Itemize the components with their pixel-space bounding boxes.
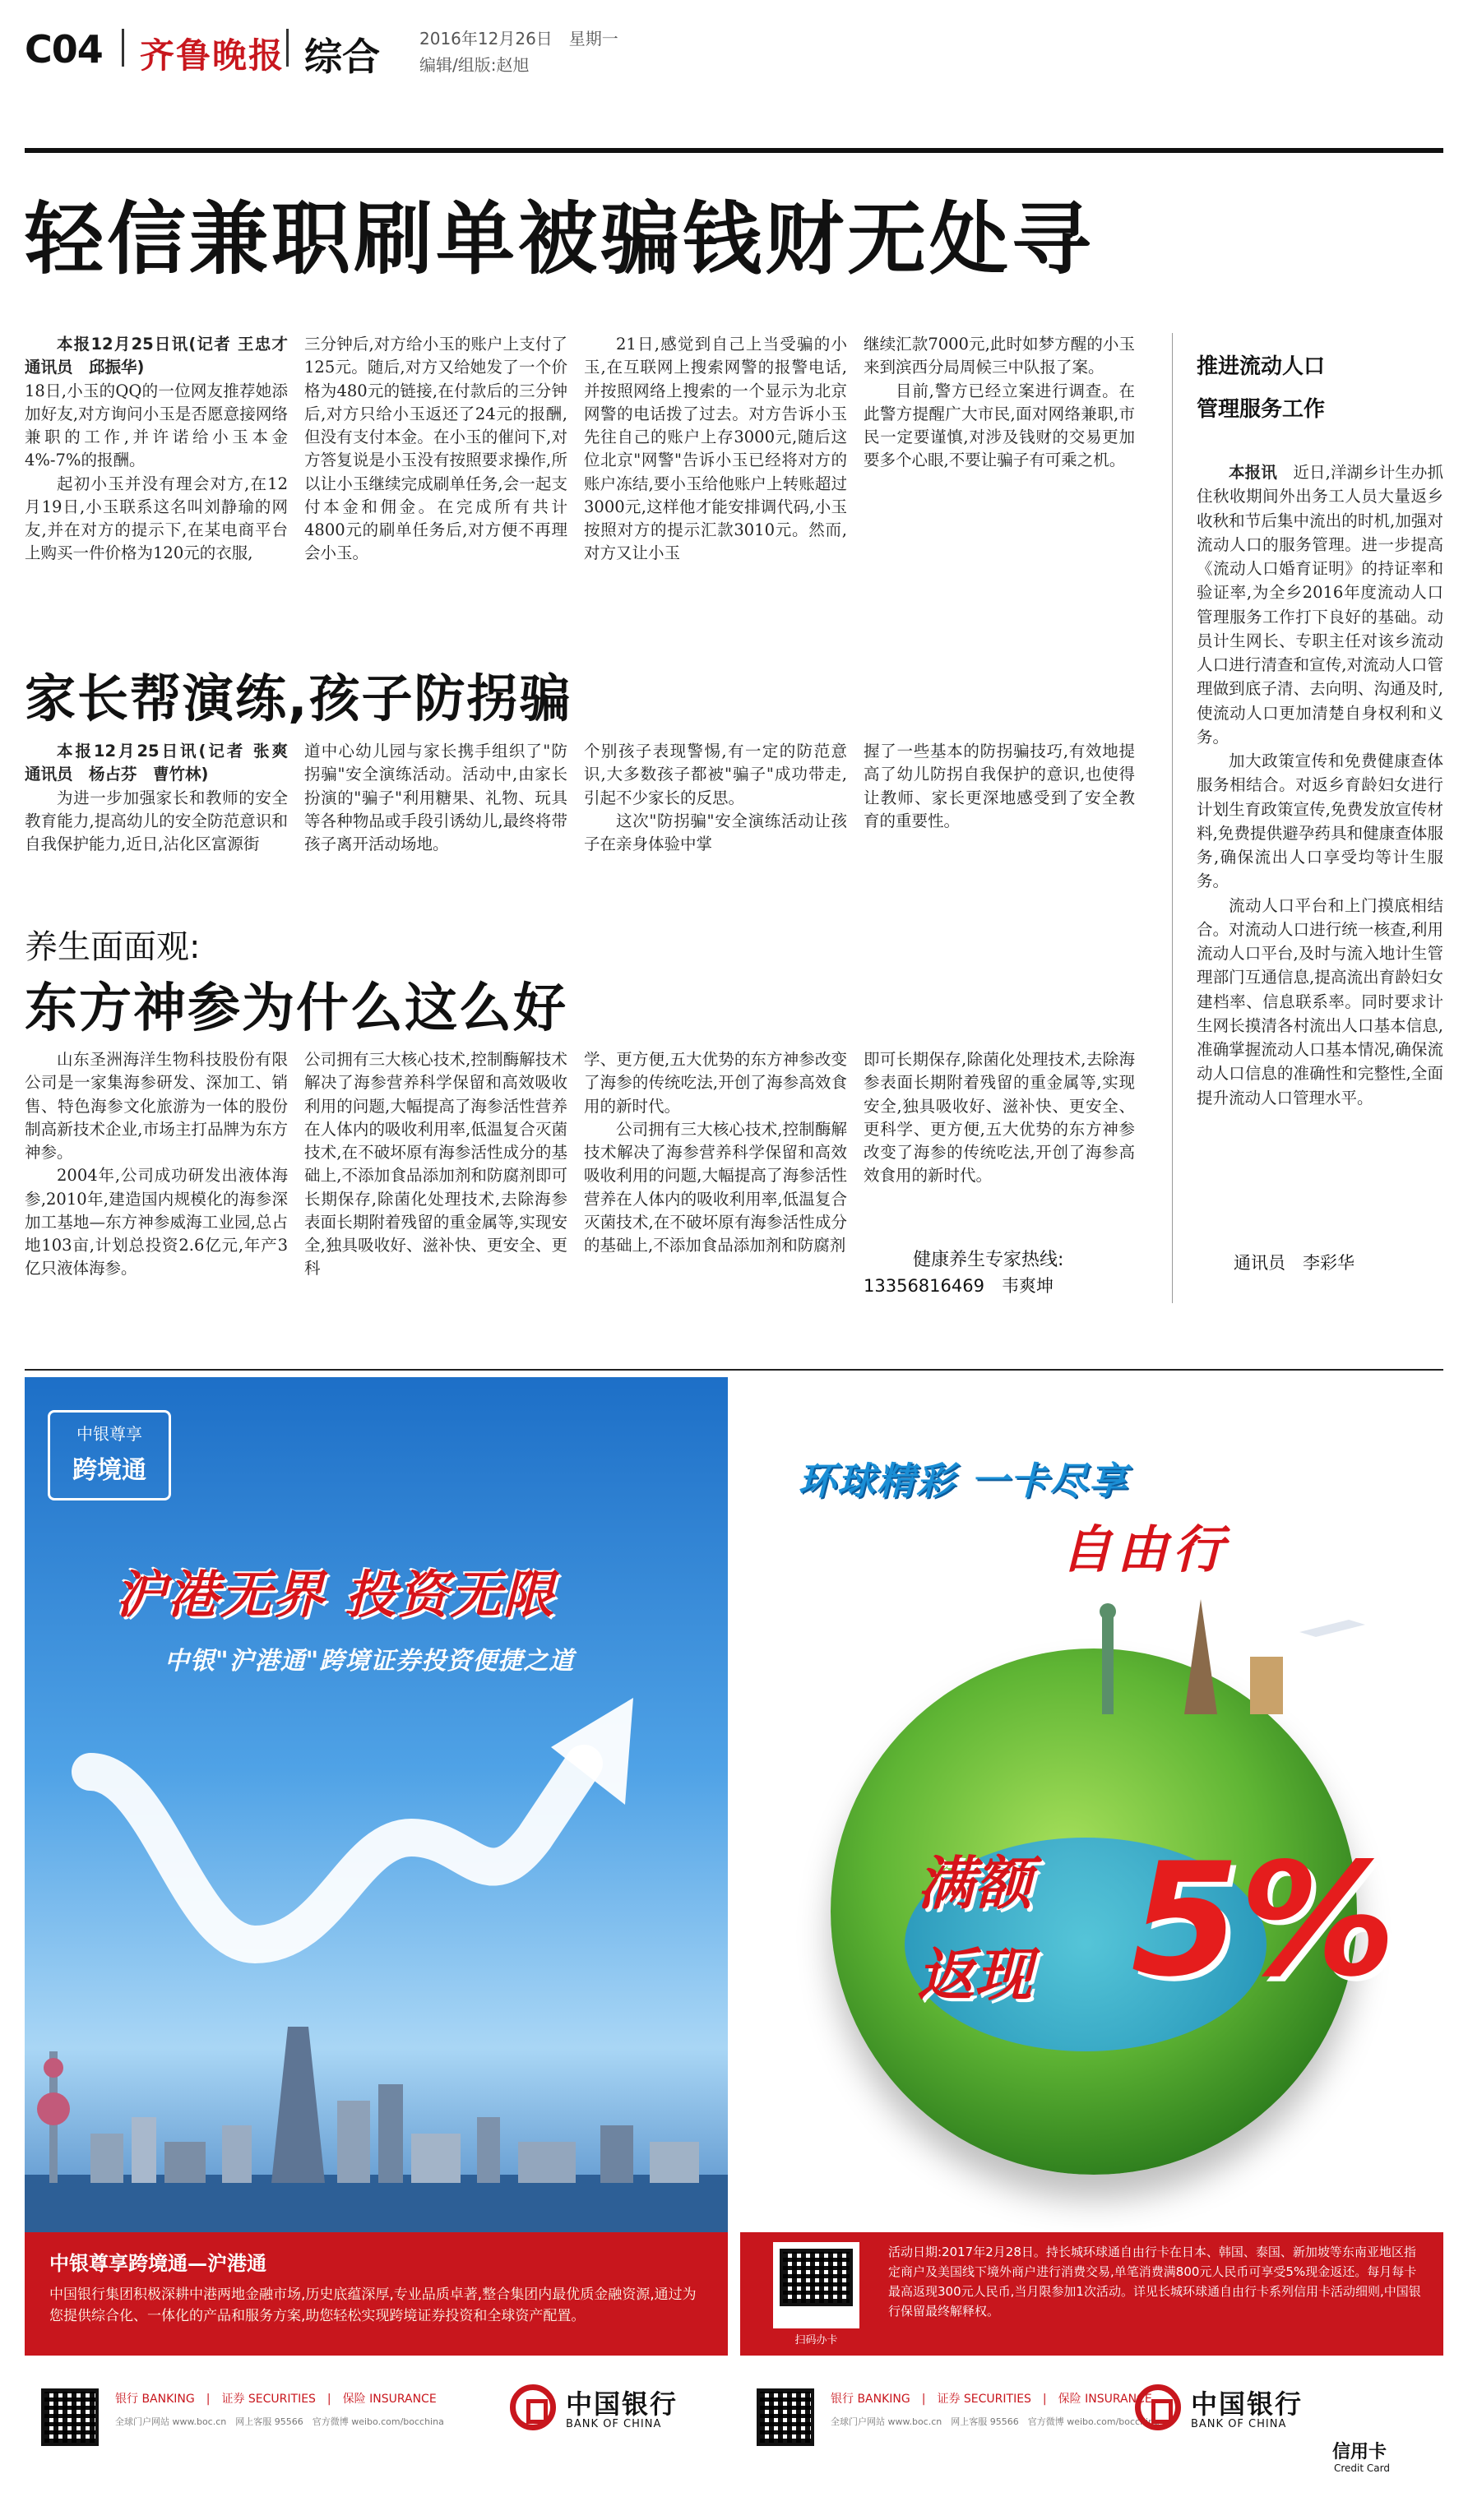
masthead xyxy=(25,21,1443,78)
article3-paragraph: 学、更方便,五大优势的东方神参改变了海参的传统吃法,开创了海参高效食用的新时代。 xyxy=(584,1050,847,1116)
article3-paragraph: 山东圣洲海洋生物科技股份有限公司是一家集海参研发、深加工、销售、特色海参文化旅游为一体的股份制高新技术企业,市场主打品牌为东方神参。 xyxy=(25,1050,288,1163)
sidebar-body xyxy=(1197,460,1443,1287)
article1-column-2 xyxy=(304,333,567,637)
article1-paragraph: 三分钟后,对方给小玉的账户上支付了125元。随后,对方又给她发了一个价格为480元的链接,在付款后的三分钟后,对方只给小玉返还了24元的报酬,但没有支付本金。在小玉的催问下,对方答复说是小玉没有按照要求操作,所以让小玉继续完成刷单任务,会一起支付本金和佣金。在完成所有共计4800元的刷单任务后,对方便不再理会小玉。 xyxy=(304,335,567,563)
ad-footer-links: 银行 BANKING | 证券 SECURITIES | 保险 INSURANCE xyxy=(831,2393,1152,2406)
bank-of-china-emblem-icon xyxy=(510,2384,556,2430)
offer-line2: 返现 xyxy=(917,1941,1032,2009)
article3-paragraph: 公司拥有三大核心技术,控制酶解技术解决了海参营养科学保留和高效吸收利用的问题,大幅提高了海参活性营养在人体内的吸收利用率,低温复合灭菌技术,在不破坏原有海参活性成分的基础上,不添加食品添加剂和防腐剂 xyxy=(584,1119,847,1255)
sidebar-title-line2: 管理服务工作 xyxy=(1197,397,1326,422)
article1-paragraph: 21日,感觉到自己上当受骗的小玉,在互联网上搜索网警的报警电话,并按照网络上搜索的一个显示为北京网警的电话拨了过去。对方告诉小玉先往自己的账户上存3000元,随后这位北京"网警"告诉小玉已经将对方的账户冻结,要小玉给他账户上转账超过3000元,这样他才能安排调代码,小玉按照对方的提示汇款3010元。然而,对方又让小玉 xyxy=(584,335,847,563)
ad-credit-card-cashback[interactable] xyxy=(740,1377,1443,2495)
article2-paragraph: 为进一步加强家长和教师的安全教育能力,提高幼儿的安全防范意识和自我保护能力,近日,沾化区富源街 xyxy=(25,788,288,854)
article1-paragraph: 目前,警方已经立案进行调查。在此警方提醒广大市民,面对网络兼职,市民一定要谨慎,对涉及钱财的交易更加要多个心眼,不要让骗子有可乘之机。 xyxy=(864,381,1135,470)
ads-divider xyxy=(25,1369,1443,1371)
article2-headline: 家长帮演练,孩子防拐骗 xyxy=(25,668,572,728)
article3-paragraph: 即可长期保存,除菌化处理技术,去除海参表面长期附着残留的重金属等,实现安全,独具吸收好、滋补快、更安全、更科学、更方便,五大优势的东方神参改变了海参的传统吃法,开创了海参高效食用的新时代。 xyxy=(864,1050,1135,1186)
article3-headline: 东方神参为什么这么好 xyxy=(25,978,567,1039)
article2-column-3 xyxy=(584,740,847,900)
masthead-rule xyxy=(25,148,1443,153)
bank-name-en: BANK OF CHINA xyxy=(1191,2418,1287,2430)
ad-band-text: 中国银行集团积极深耕中港两地金融市场,历史底蕴深厚,专业品质卓著,整合集团内最优质金融资源,通过为您提供综合化、一体化的产品和服务方案,助您轻松实现跨境证券投资和全球资产配置。 xyxy=(49,2286,697,2325)
issue-date: 2016年12月26日 星期一 xyxy=(419,29,618,49)
landmarks-graphic xyxy=(1053,1583,1398,1747)
qr-caption: 扫码办卡 xyxy=(794,2334,838,2347)
sidebar-lead: 本报讯 xyxy=(1229,463,1277,482)
page-number: C04 xyxy=(25,27,103,72)
ad-footer-links: 银行 BANKING | 证券 SECURITIES | 保险 INSURANCE xyxy=(115,2393,437,2406)
credit-card-label-en: Credit Card xyxy=(1334,2462,1390,2474)
bank-name-cn: 中国银行 xyxy=(1191,2388,1304,2420)
signup-qr-code[interactable] xyxy=(773,2242,859,2328)
sidebar-signature: 通讯员 李彩华 xyxy=(1234,1253,1355,1273)
article2-column-4 xyxy=(864,740,1135,900)
qr-code-icon xyxy=(780,2249,853,2306)
article2-column-1 xyxy=(25,740,304,900)
ad-band-title: 中银尊享跨境通—沪港通 xyxy=(49,2252,266,2275)
cashback-offer xyxy=(917,1829,1396,2012)
bank-of-china-emblem-icon xyxy=(1135,2384,1181,2430)
article3-column-4 xyxy=(864,1048,1135,1233)
qr-code-icon[interactable] xyxy=(41,2388,99,2446)
article1-byline: 本报12月25日讯(记者 王忠才 通讯员 邱振华) xyxy=(25,335,304,377)
offer-percentage: 5% xyxy=(1131,1829,1396,2011)
article1-paragraph: 起初小玉并没有理会对方,在12月19日,小玉联系这名叫刘静瑜的网友,并在对方的提示下,在某电商平台上购买一件价格为120元的衣服, xyxy=(25,474,288,563)
ad-badge-line1: 中银尊享 xyxy=(76,1424,142,1444)
sidebar-paragraph: 加大政策宣传和免费健康查体服务相结合。对返乡育龄妇女进行计划生育政策宣传,免费发放宣传材料,免费提供避孕药具和健康查体服务,确保流出人口享受均等计生服务。 xyxy=(1197,751,1443,891)
ad-footer xyxy=(740,2356,1443,2495)
article2-paragraph: 道中心幼儿园与家长携手组织了"防拐骗"安全演练活动。活动中,由家长扮演的"骗子"利用糖果、礼物、玩具等各种物品或手段引诱幼儿,最终将带孩子离开活动场地。 xyxy=(304,742,567,854)
sidebar-divider xyxy=(1172,333,1173,1303)
article2-paragraph: 个别孩子表现警惕,有一定的防范意识,大多数孩子都被"骗子"成功带走,引起不少家长的反思。 xyxy=(584,742,847,807)
section-title: 综合 xyxy=(304,35,380,79)
ad-badge-line2: 跨境通 xyxy=(72,1456,146,1485)
ad-footer-url: 全球门户网站 www.boc.cn 网上客服 95566 官方微博 weibo.com/bocchina xyxy=(831,2416,1160,2427)
editor-credit: 编辑/组版:赵旭 xyxy=(419,55,530,75)
hotline-number: 13356816469 韦爽坤 xyxy=(864,1276,1054,1296)
ad-shanghai-hongkong-connect[interactable] xyxy=(25,1377,728,2495)
article3-paragraph: 2004年,公司成功研发出液体海参,2010年,建造国内规模化的海参深加工基地—东方神参威海工业园,总占地103亩,计划总投资2.6亿元,年产3亿只液体海参。 xyxy=(25,1166,288,1278)
article1-column-3 xyxy=(584,333,847,637)
article2-paragraph: 握了一些基本的防拐骗技巧,有效地提高了幼儿防拐自我保护的意识,也使得让教师、家长更深地感受到了安全教育的重要性。 xyxy=(864,742,1135,830)
ad-footer-url: 全球门户网站 www.boc.cn 网上客服 95566 官方微博 weibo.com/bocchina xyxy=(115,2416,444,2427)
article2-paragraph: 这次"防拐骗"安全演练活动让孩子在亲身体验中掌 xyxy=(584,811,847,854)
masthead-divider xyxy=(286,29,289,67)
article3-column-2 xyxy=(304,1048,567,1340)
article1-column-1 xyxy=(25,333,304,637)
article2-column-2 xyxy=(304,740,567,900)
bank-name-en: BANK OF CHINA xyxy=(566,2418,662,2430)
sidebar-paragraph: 流动人口平台和上门摸底相结合。对流动人口进行统一核查,利用流动人口平台,及时与流入地计生管理部门互通信息,提高流出育龄妇女建档率、信息联系率。同时要求计生网长摸清各村流出人口基本信息,准确掌握流动人口基本情况,确保流动人口信息的准确性和完整性,全面提升流动人口管理水平。 xyxy=(1197,895,1443,1107)
city-skyline-graphic xyxy=(25,2018,728,2265)
article1-paragraph: 继续汇款7000元,此时如梦方醒的小玉来到滨西分局周候三中队报了案。 xyxy=(864,335,1135,377)
bank-of-china-logo xyxy=(510,2380,691,2438)
ad-card-brand: 自由行 xyxy=(1061,1519,1230,1579)
newspaper-logo: 齐鲁晚报 xyxy=(140,35,285,76)
bank-of-china-logo xyxy=(1135,2380,1316,2438)
ad-brand-badge xyxy=(48,1410,171,1500)
credit-card-label: 信用卡 xyxy=(1332,2442,1387,2462)
article3-kicker: 养生面面观: xyxy=(25,928,201,966)
article1-column-4 xyxy=(864,333,1135,637)
sidebar-paragraph: 近日,洋湖乡计生办抓住秋收期间外出务工人员大量返乡收秋和节后集中流出的时机,加强对流动人口的服务管理。进一步提高《流动人口婚育证明》的持证率和验证率,为全乡2016年度流动人口管理服务工作打下良好的基础。动员计生网长、专职主任对该乡流动人口进行清查和宣传,对流动人口管理做到底子清、去向明、沟通及时,使流动人口更加清楚自身权利和义务。 xyxy=(1197,463,1443,747)
article3-column-3 xyxy=(584,1048,847,1340)
ad-tagline: 环球精彩 一卡尽享 xyxy=(798,1459,1129,1503)
article1-headline: 轻信兼职刷单被骗钱财无处寻 xyxy=(25,193,1094,285)
masthead-divider xyxy=(122,29,124,67)
ad-subtitle: 中银"沪港通"跨境证券投资便捷之道 xyxy=(164,1647,575,1676)
hotline-title: 健康养生专家热线: xyxy=(913,1250,1064,1270)
article3-paragraph: 公司拥有三大核心技术,控制酶解技术解决了海参营养科学保留和高效吸收利用的问题,大幅提高了海参活性营养在人体内的吸收利用率,低温复合灭菌技术,在不破坏原有海参活性成分的基础上,不添加食品添加剂和防腐剂即可长期保存,除菌化处理技术,去除海参表面长期附着残留的重金属等,实现安全,独具吸收好、滋补快、更安全、更科 xyxy=(304,1050,567,1278)
ad-info-band xyxy=(25,2232,728,2356)
ad-slogan: 沪港无界 投资无限 xyxy=(115,1565,556,1625)
article3-column-1 xyxy=(25,1048,288,1340)
article2-byline: 本报12月25日讯(记者 张爽 通讯员 杨占芬 曹竹林) xyxy=(25,742,304,784)
ad-footer xyxy=(25,2356,728,2495)
qr-code-icon[interactable] xyxy=(757,2388,814,2446)
ad-terms-band: 活动日期:2017年2月28日。持长城环球通自由行卡在日本、韩国、泰国、新加坡等东南亚地区指定商户及美国线下境外商户进行消费交易,单笔消费满800元人民币可享受5%现金返还。每月每卡最高返现300元人民币,当月限参加1次活动。详见长城环球通自由行卡系列信用卡活动细则,中国银行保留最终解释权。 xyxy=(740,2232,1443,2356)
sidebar-title-line1: 推进流动人口 xyxy=(1197,354,1326,379)
bank-name-cn: 中国银行 xyxy=(566,2388,678,2420)
article1-paragraph: 18日,小玉的QQ的一位网友推荐她添加好友,对方询问小玉是否愿意接网络兼职的工作,并许诺给小玉本金4%-7%的报酬。 xyxy=(25,381,288,470)
offer-line1: 满额 xyxy=(917,1850,1032,1917)
cloud-arrow-graphic xyxy=(58,1673,683,2018)
